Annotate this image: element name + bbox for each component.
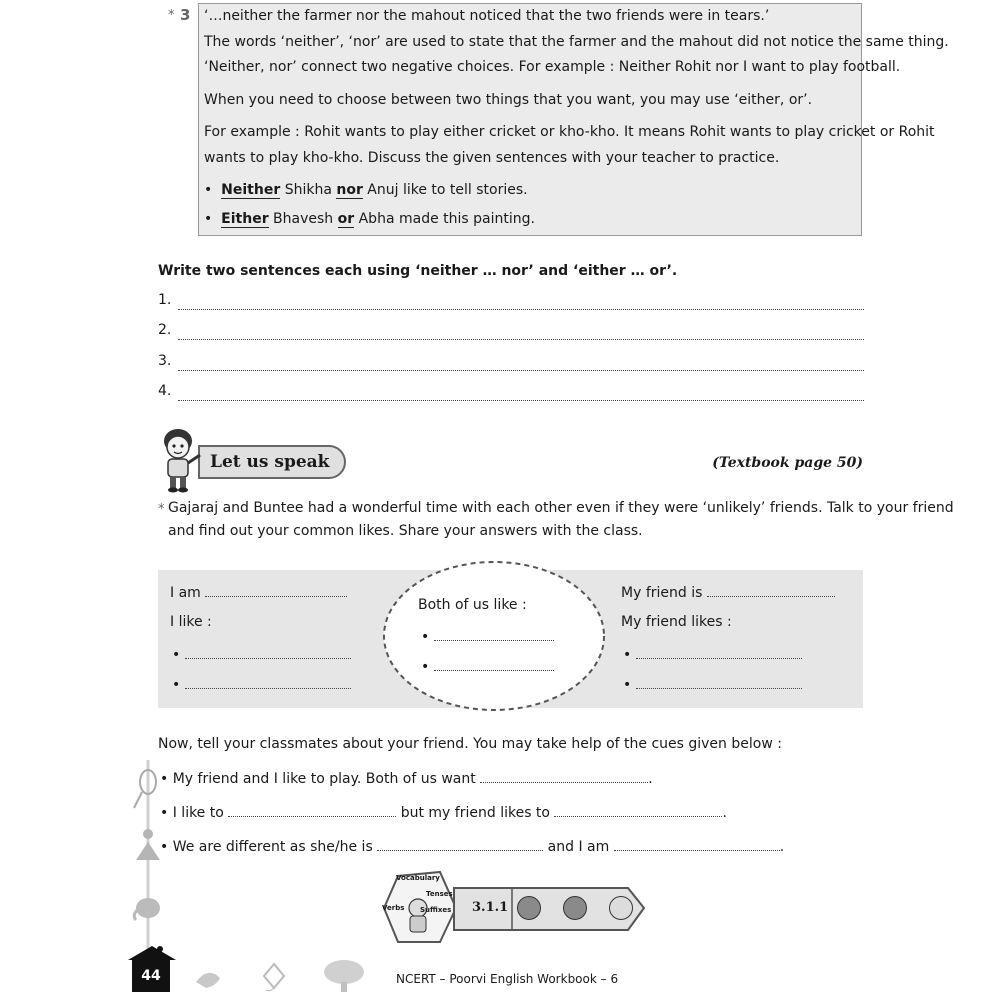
page-number: 44	[132, 958, 170, 992]
both-like-entry-2[interactable]	[421, 658, 554, 675]
self-assessment-circle-2[interactable]	[563, 896, 587, 920]
example-text: Anuj like to tell stories.	[362, 182, 528, 198]
bullet: •	[421, 659, 430, 675]
cue-text: .	[722, 805, 727, 821]
keyword-nor: nor	[336, 182, 363, 198]
blank-line	[636, 646, 802, 659]
cues-intro: Now, tell your classmates about your friend. You may take help of the cues given below :	[158, 736, 782, 752]
blank-line	[554, 804, 722, 817]
bullet: •	[421, 629, 430, 645]
boy-mascot-icon	[154, 425, 210, 493]
cue-text: .	[779, 839, 785, 855]
section-title: Let us speak	[210, 452, 330, 472]
cue-text: .	[648, 771, 653, 787]
blank-line	[228, 804, 396, 817]
bullet: •	[160, 771, 169, 787]
cue-text: I like to	[172, 805, 224, 821]
friend-likes-entry-2[interactable]	[623, 676, 802, 693]
example-text: Bhavesh	[268, 211, 338, 227]
friend-likes-label: My friend likes :	[621, 614, 732, 630]
self-assessment-circle-1[interactable]	[517, 896, 541, 920]
badge-word: Verbs	[382, 904, 405, 912]
speak-instruction-line-1: Gajaraj and Buntee had a wonderful time with each other even if they were ‘unlikely’ friends. Talk to your friend	[168, 500, 954, 516]
answer-line-1[interactable]	[158, 292, 864, 312]
star-marker: *	[168, 8, 175, 23]
note-line-3: ‘Neither, nor’ connect two negative choices. For example : Neither Rohit nor I want to play football.	[204, 59, 901, 75]
learning-outcome-code: 3.1.1	[472, 900, 509, 915]
keyword-either: Either	[221, 211, 269, 227]
both-like-label: Both of us like :	[418, 597, 527, 613]
footer-decoration-icon	[186, 958, 386, 994]
note-line-2: The words ‘neither’, ‘nor’ are used to state that the farmer and the mahout did not notice the same thing.	[204, 34, 949, 50]
bullet: •	[172, 677, 181, 693]
blank-line	[205, 584, 347, 597]
blank-line	[614, 838, 780, 851]
question-number: 3	[180, 6, 191, 24]
badge-word: Tenses	[426, 890, 453, 898]
line-number: 2.	[158, 322, 172, 338]
line-number: 4.	[158, 383, 172, 399]
keyword-neither: Neither	[221, 182, 281, 198]
blank-line	[434, 658, 554, 671]
line-number: 1.	[158, 292, 172, 308]
blank-line	[480, 770, 648, 783]
footer-text: NCERT – Poorvi English Workbook – 6	[396, 972, 619, 986]
speak-instruction-line-2: and find out your common likes. Share your answers with the class.	[168, 523, 643, 539]
answer-line-3[interactable]	[158, 353, 864, 373]
note-line-5: For example : Rohit wants to play either cricket or kho-kho. It means Rohit wants to play cricket or Rohit	[204, 124, 935, 140]
friend-is-field[interactable]	[621, 584, 835, 601]
blank-line	[185, 676, 351, 689]
line-number: 3.	[158, 353, 172, 369]
dotted-line	[178, 400, 864, 401]
note-line-1: ‘…neither the farmer nor the mahout noticed that the two friends were in tears.’	[204, 8, 770, 24]
i-like-label: I like :	[170, 614, 212, 630]
example-text: Abha made this painting.	[354, 211, 535, 227]
answer-line-2[interactable]	[158, 322, 864, 342]
i-like-entry-2[interactable]	[172, 676, 351, 693]
answer-line-4[interactable]	[158, 383, 864, 403]
textbook-reference: (Textbook page 50)	[712, 455, 863, 471]
bullet: •	[172, 647, 181, 663]
i-like-entry-1[interactable]	[172, 646, 351, 663]
badge-word: Vocabulary	[396, 874, 440, 882]
bullet: •	[160, 839, 169, 855]
badge-word: Suffixes	[420, 906, 452, 914]
cue-2[interactable]	[160, 804, 727, 821]
blank-line	[636, 676, 802, 689]
margin-decoration-icon	[128, 760, 168, 960]
friend-likes-entry-1[interactable]	[623, 646, 802, 663]
dotted-line	[178, 339, 864, 340]
blank-line	[185, 646, 351, 659]
bullet: •	[623, 677, 632, 693]
dotted-line	[178, 370, 864, 371]
example-text: Shikha	[280, 182, 337, 198]
star-marker: *	[158, 502, 165, 517]
cue-text: and I am	[547, 839, 610, 855]
example-sentence-1: • Neither Shikha nor Anuj like to tell stories.	[204, 182, 528, 198]
note-line-6: wants to play kho-kho. Discuss the given sentences with your teacher to practice.	[204, 150, 780, 166]
grammar-note-box	[198, 3, 949, 236]
writing-instruction: Write two sentences each using ‘neither … nor’ and ‘either … or’.	[158, 263, 678, 279]
blank-line	[377, 838, 543, 851]
cue-1[interactable]	[160, 770, 653, 787]
field-label: My friend is	[621, 585, 703, 601]
keyword-or: or	[337, 211, 355, 227]
bullet: •	[623, 647, 632, 663]
both-like-entry-1[interactable]	[421, 628, 554, 645]
cue-text: We are different as she/he is	[172, 839, 373, 855]
bullet: •	[160, 805, 169, 821]
cue-3[interactable]	[160, 838, 784, 855]
cue-text: but my friend likes to	[400, 805, 550, 821]
dotted-line	[178, 309, 864, 310]
blank-line	[707, 584, 835, 597]
blank-line	[434, 628, 554, 641]
field-label: I am	[170, 585, 201, 601]
cue-text: My friend and I like to play. Both of us want	[172, 771, 476, 787]
self-assessment-circle-3[interactable]	[609, 896, 633, 920]
note-line-4: When you need to choose between two things that you want, you may use ‘either, or’.	[204, 92, 813, 108]
i-am-field[interactable]	[170, 584, 347, 601]
example-sentence-2: • Either Bhavesh or Abha made this painting.	[204, 211, 535, 227]
